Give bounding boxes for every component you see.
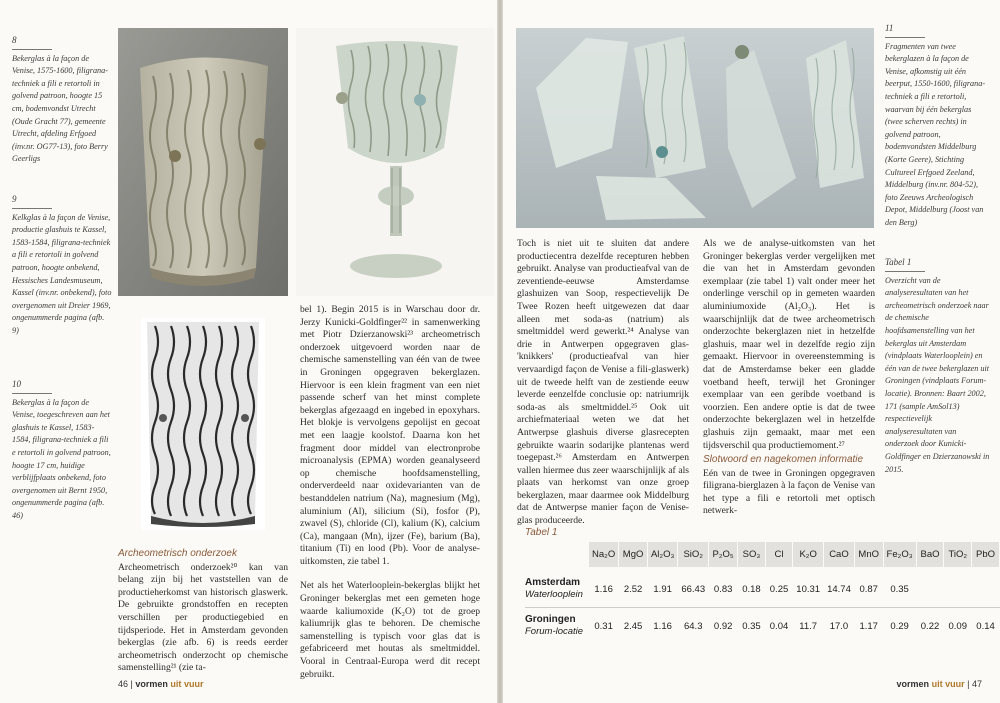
table-header-cell: PbO xyxy=(972,542,1000,567)
page-number: 47 xyxy=(971,679,982,689)
table-cell: 0.35 xyxy=(883,567,916,608)
table-cell: 0.35 xyxy=(738,608,766,645)
footer-separator: | xyxy=(130,679,133,689)
table-cell: 0.22 xyxy=(916,608,944,645)
caption-number: 10 xyxy=(12,379,21,389)
table-cell: 0.14 xyxy=(972,608,1000,645)
composition-table xyxy=(525,542,1000,644)
caption-number: 11 xyxy=(885,23,894,33)
table-body xyxy=(525,567,1000,644)
caption-number: Tabel 1 xyxy=(885,257,912,267)
table-cell: 1.16 xyxy=(647,608,677,645)
table-row-label xyxy=(525,567,589,608)
table-cell: 10.31 xyxy=(793,567,824,608)
caption-rule xyxy=(12,393,52,394)
text-column-2 xyxy=(300,304,480,681)
paragraph: Net als het Waterlooplein-bekerglas blijkt het Groninger bekerglas met een gemeten hoge waarde kaliumoxide (K₂O) tot de groep kaliumrijk glas te behoren. De chemische samenstelling is typisch voor glas dat is gefabriceerd met houtas als smeltmiddel. Vooral in Centraal-Europa werd dit recept gebruikt. xyxy=(300,580,480,680)
text-column-3 xyxy=(517,238,689,528)
caption-rule xyxy=(885,271,925,272)
table-row-label xyxy=(525,608,589,645)
magazine-name-part: uit xyxy=(170,679,182,689)
table-cell: 2.45 xyxy=(619,608,648,645)
table-header-cell: SO₃ xyxy=(738,542,766,567)
caption-10 xyxy=(12,378,112,523)
left-page xyxy=(0,0,497,703)
table-title: Tabel 1 xyxy=(525,527,558,538)
page-number: 46 xyxy=(118,679,129,689)
table-cell: 0.87 xyxy=(854,567,883,608)
magazine-name: vormen xyxy=(896,679,930,689)
table-row xyxy=(525,567,1000,608)
table-cell: 2.52 xyxy=(619,567,648,608)
table-header-cell: Cl xyxy=(765,542,793,567)
table-cell: 0.18 xyxy=(738,567,766,608)
caption-rule xyxy=(885,37,925,38)
table-cell: 1.17 xyxy=(854,608,883,645)
table-cell: 66.43 xyxy=(678,567,709,608)
section-heading: Archeometrisch onderzoek xyxy=(118,548,237,559)
table-cell xyxy=(972,567,1000,608)
table-cell: 0.04 xyxy=(765,608,793,645)
table-cell xyxy=(916,567,944,608)
row-place: Amsterdam xyxy=(525,577,581,588)
table-cell: 1.91 xyxy=(647,567,677,608)
paragraph: Archeometrisch onderzoek²⁰ kan van belang zijn bij het vaststellen van de productieherkomst van historisch glaswerk. De gebruikte grondstoffen en recepten verschillen per productiegebied en tijdsperiode. Het in Amsterdam gevonden bekerglas (zie afb. 6) is reeds eerder archeometrisch onderzocht op chemische samenstelling²¹ (zie ta- xyxy=(118,561,288,674)
table-cell: 64.3 xyxy=(678,608,709,645)
table-header-cell: MnO xyxy=(854,542,883,567)
caption-8 xyxy=(12,34,112,166)
table-cell: 0.09 xyxy=(944,608,972,645)
row-site: Forum-locatie xyxy=(525,626,584,637)
table-header-cell: MgO xyxy=(619,542,648,567)
caption-11 xyxy=(885,22,991,230)
caption-number: 9 xyxy=(12,194,17,204)
caption-number: 8 xyxy=(12,35,17,45)
table-header-cell: P₂O₅ xyxy=(709,542,738,567)
table-row xyxy=(525,608,1000,645)
table-cell: 0.25 xyxy=(765,567,793,608)
page-footer-left xyxy=(118,679,203,689)
paragraph: Eén van de twee in Groningen opgegraven filigrana-bierglazen à la façon de Venise van het type a fili e retortoli met optisch netwerk- xyxy=(703,467,875,517)
caption-text: Fragmenten van twee bekerglazen à la façon de Venise, afkomstig uit één beerput, 1550-1600, filigrana-techniek a fili e retortoli, waarvan bij één bekerglas (twee scherven rechts) in golvend patroon, bodemvondsten Middelburg (Korte Geere), Stichting Cultureel Erfgoed Zeeland, Middelburg (inv.nr. 804-52), foto Zeeuws Archeologisch Depot, Middelburg (Joost van den Berg) xyxy=(885,41,986,227)
table-cell: 0.92 xyxy=(709,608,738,645)
table-cell: 17.0 xyxy=(824,608,855,645)
right-page xyxy=(503,0,1000,703)
caption-text: Overzicht van de analyseresultaten van het archeometrisch onderzoek naar de chemische hoofdsamenstelling van het bekerglas uit Amsterdam (vindplaats Waterlooplein) en één van de twee bekerglazen uit Groningen (vindplaats Forum-locatie). Bronnen: Baart 2002, 171 (sample AmSol13) respectievelijk analyseresultaten van onderzoek door Kunicki-Goldfinger en Dzierzanowski in 2015. xyxy=(885,275,990,474)
table-cell: 14.74 xyxy=(824,567,855,608)
table-cell: 1.16 xyxy=(589,567,619,608)
table-header-cell: Na₂O xyxy=(589,542,619,567)
row-place: Groningen xyxy=(525,614,576,625)
photo-beaker-glass-utrecht xyxy=(118,28,288,296)
table-cell xyxy=(944,567,972,608)
caption-9 xyxy=(12,193,112,338)
caption-rule xyxy=(12,49,52,50)
table-cell: 11.7 xyxy=(793,608,824,645)
row-site: Waterlooplein xyxy=(525,589,583,600)
table-header-row xyxy=(525,542,1000,567)
text-column-4 xyxy=(703,238,875,518)
table-header-cell: CaO xyxy=(824,542,855,567)
caption-table-1 xyxy=(885,256,991,476)
paragraph: bel 1). Begin 2015 is in Warschau door dr. Jerzy Kunicki-Goldfinger²² in samenwerking met Piotr Dzierzanowski²³ archeometrisch onderzoek uitgevoerd worden naar de chemische samenstelling van één van de twee in Groningen opgegraven bekerglazen. Hiervoor is een klein fragment van een niet passende scherf van het minst complete bekerglas afgezaagd en ingebed in epoxyhars. Het blokje is vervolgens gepolijst en gecoat met een laagje koolstof. Daarna kon het fragment door middel van electronprobe microanalysis (EPMA) worden geanalyseerd op chemische hoofdsamenstelling, onderverdeeld naar oxidevarianten van de bestanddelen natrium (Na), magnesium (Mg), aluminium (Al), silicium (Si), fosfor (P), zwavel (S), chloride (Cl), kalium (K), calcium (Ca), mangaan (Mn), ijzer (Fe), barium (Ba), titanium (Ti) en lood (Pb). Voor de analyse-uitkomsten, zie tabel 1. xyxy=(300,304,480,567)
caption-text: Bekerglas à la façon de Venise, toegeschreven aan het glashuis te Kassel, 1583-1584, filigrana-techniek a fili e retortoli in golvend patroon, hoogte 17 cm, huidige verblijfplaats onbekend, foto overgenomen uit Bernt 1950, ongenummerde pagina (afb. 46) xyxy=(12,397,111,520)
table-header-corner xyxy=(525,542,589,567)
text-column-1 xyxy=(118,548,288,675)
caption-rule xyxy=(12,208,52,209)
photo-glass-fragments-middelburg xyxy=(516,28,874,228)
photo-beaker-glass-bw xyxy=(141,318,265,530)
table-cell: 0.83 xyxy=(709,567,738,608)
table-1 xyxy=(525,527,1000,644)
magazine-name: vormen xyxy=(135,679,168,689)
page-footer-right xyxy=(897,679,982,689)
caption-text: Bekerglas à la façon de Venise, 1575-1600, filigrana-techniek a fili e retortoli in golvend patroon, hoogte 15 cm, bodemvondst Utrecht (Oude Gracht 77), gemeente Utrecht, afdeling Erfgoed (inv.nr. OG77-13), foto Berry Geerligs xyxy=(12,53,108,164)
photo-stemmed-glass-kassel xyxy=(296,28,494,296)
table-header-cell: K₂O xyxy=(793,542,824,567)
magazine-name-part: uit xyxy=(931,679,943,689)
table-cell: 0.29 xyxy=(883,608,916,645)
table-header-cell: BaO xyxy=(916,542,944,567)
table-header-cell: Al₂O₃ xyxy=(647,542,677,567)
table-header-cell: SiO₂ xyxy=(678,542,709,567)
table-header-cell: Fe₂O₃ xyxy=(883,542,916,567)
table-cell: 0.31 xyxy=(589,608,619,645)
paragraph: Toch is niet uit te sluiten dat andere productiecentra dezelfde recepturen hebben gebruikt. Analyse van productieafval van de zeventiende-eeuwse Amsterdamse glashuizen van Soop, respectievelijk De Twee Rozen heeft uitgewezen dat daar alleen met soda-as (natrium) als smeltmiddel werd gewerkt.²⁴ Analyse van drie in Antwerpen opgegraven glas-'knikkers' (productieafval van hier vervaardigd façon de Venise a fili-glaswerk) uit de tweede helft van de zestiende eeuw leverde eenzelfde conclusie op: natriumrijk soda-as als smeltmiddel.²⁵ Ook uit archiefmateriaal weten we dat het Antwerpse glashuis diverse glasrecepten gebruikte waarin sodarijke plantenas werd toegepast.²⁶ Amsterdam en Antwerpen vallen hiermee dus zeer waarschijnlijk af als plaats van herkomst van onze groep bekerglazen, maar daarmee ook Middelburg dat de Antwerpse manier façon de Venise-glas produceerde. xyxy=(517,238,689,527)
magazine-name-part: vuur xyxy=(183,679,204,689)
magazine-name-part: vuur xyxy=(945,679,965,689)
caption-text: Kelkglas à la façon de Venise, productie glashuis te Kassel, 1583-1584, filigrana-techniek a fili e retortoli in golvend patroon, hoogte onbekend, Hessisches Landesmuseum, Kassel (inv.nr. onbekend), foto overgenomen uit Dreier 1969, ongenummerde pagina (afb. 9) xyxy=(12,212,112,335)
paragraph: Als we de analyse-uitkomsten van het Groninger bekerglas verder vergelijken met die van het in Amsterdam gevonden exemplaar (zie tabel 1) valt onder meer het onderlinge verschil op in gemeten waarden aluminiumoxide (Al₂O₃). Het is waarschijnlijk dat de twee archeometrisch onderzochte bekerglazen niet in hetzelfde glashuis, maar wel in dezelfde regio zijn gemaakt. Hiervoor in overeenstemming is dat de Amsterdamse beker een gladde voetband heeft, terwijl het Groninger exemplaar van een geribde voetband is voorzien. Een andere optie is dat de twee onderzochte bekerglazen wel in hetzelfde glashuis zijn gemaakt, maar met een tijdsverschil qua productiemoment.²⁷ xyxy=(703,238,875,451)
footer-separator: | xyxy=(967,679,970,689)
section-heading: Slotwoord en nagekomen informatie xyxy=(703,454,864,466)
table-header-cell: TiO₂ xyxy=(944,542,972,567)
